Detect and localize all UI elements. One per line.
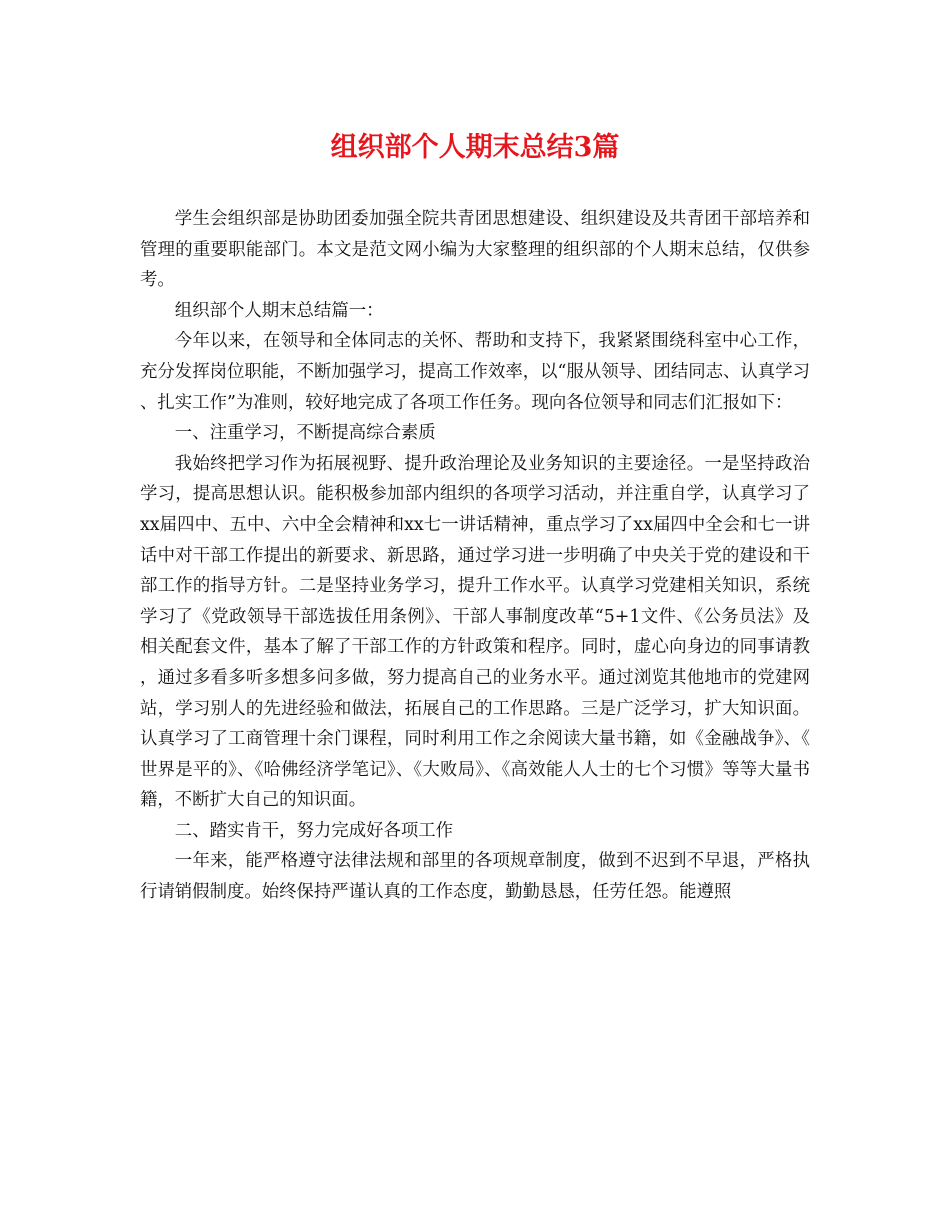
opening-paragraph: 今年以来，在领导和全体同志的关怀、帮助和支持下，我紧紧围绕科室中心工作，充分发挥岗位职能，不断加强学习，提高工作效率，以“服从领导、团结同志、认真学习、扎实工作”为准则，较好地完成了各项工作任务。现向各位领导和同志们汇报如下： [140,331,810,413]
section-title-part-one: 组织部个人期末总结篇一： [174,300,384,321]
document-title: 组织部个人期末总结3篇 [330,132,620,163]
work-paragraph: 一年来，能严格遵守法律法规和部里的各项规章制度，做到不迟到不早退，严格执行请销假制度。始终保持严谨认真的工作态度，勤勤恳恳，任劳任怨。能遵照 [140,851,810,903]
subheading-work: 二、踏实肯干，努力完成好各项工作 [174,820,454,841]
intro-paragraph: 学生会组织部是协助团委加强全院共青团思想建设、组织建设及共青团干部培养和管理的重要职能部门。本文是范文网小编为大家整理的组织部的个人期末总结，仅供参考。 [140,209,810,291]
subheading-study: 一、注重学习，不断提高综合素质 [174,423,436,444]
document-body [140,204,810,908]
study-paragraph: 我始终把学习作为拓展视野、提升政治理论及业务知识的主要途径。一是坚持政治学习，提高思想认识。能积极参加部内组织的各项学习活动，并注重自学，认真学习了xx届四中、五中、六中全会精神和xx七一讲话精神，重点学习了xx届四中全会和七一讲话中对干部工作提出的新要求、新思路，通过学习进一步明确了中央关于党的建设和干部工作的指导方针。二是坚持业务学习，提升工作水平。认真学习党建相关知识，系统学习了《党政领导干部选拔任用条例》、干部人事制度改革“5+1文件、《公务员法》及相关配套文件，基本了解了干部工作的方针政策和程序。同时，虚心向身边的同事请教，通过多看多听多想多问多做，努力提高自己的业务水平。通过浏览其他地市的党建网站，学习别人的先进经验和做法，拓展自己的工作思路。三是广泛学习，扩大知识面。认真学习了工商管理十余门课程，同时利用工作之余阅读大量书籍，如《金融战争》、《世界是平的》、《哈佛经济学笔记》、《大败局》、《高效能人人士的七个习惯》等等大量书籍，不断扩大自己的知识面。 [140,453,810,811]
